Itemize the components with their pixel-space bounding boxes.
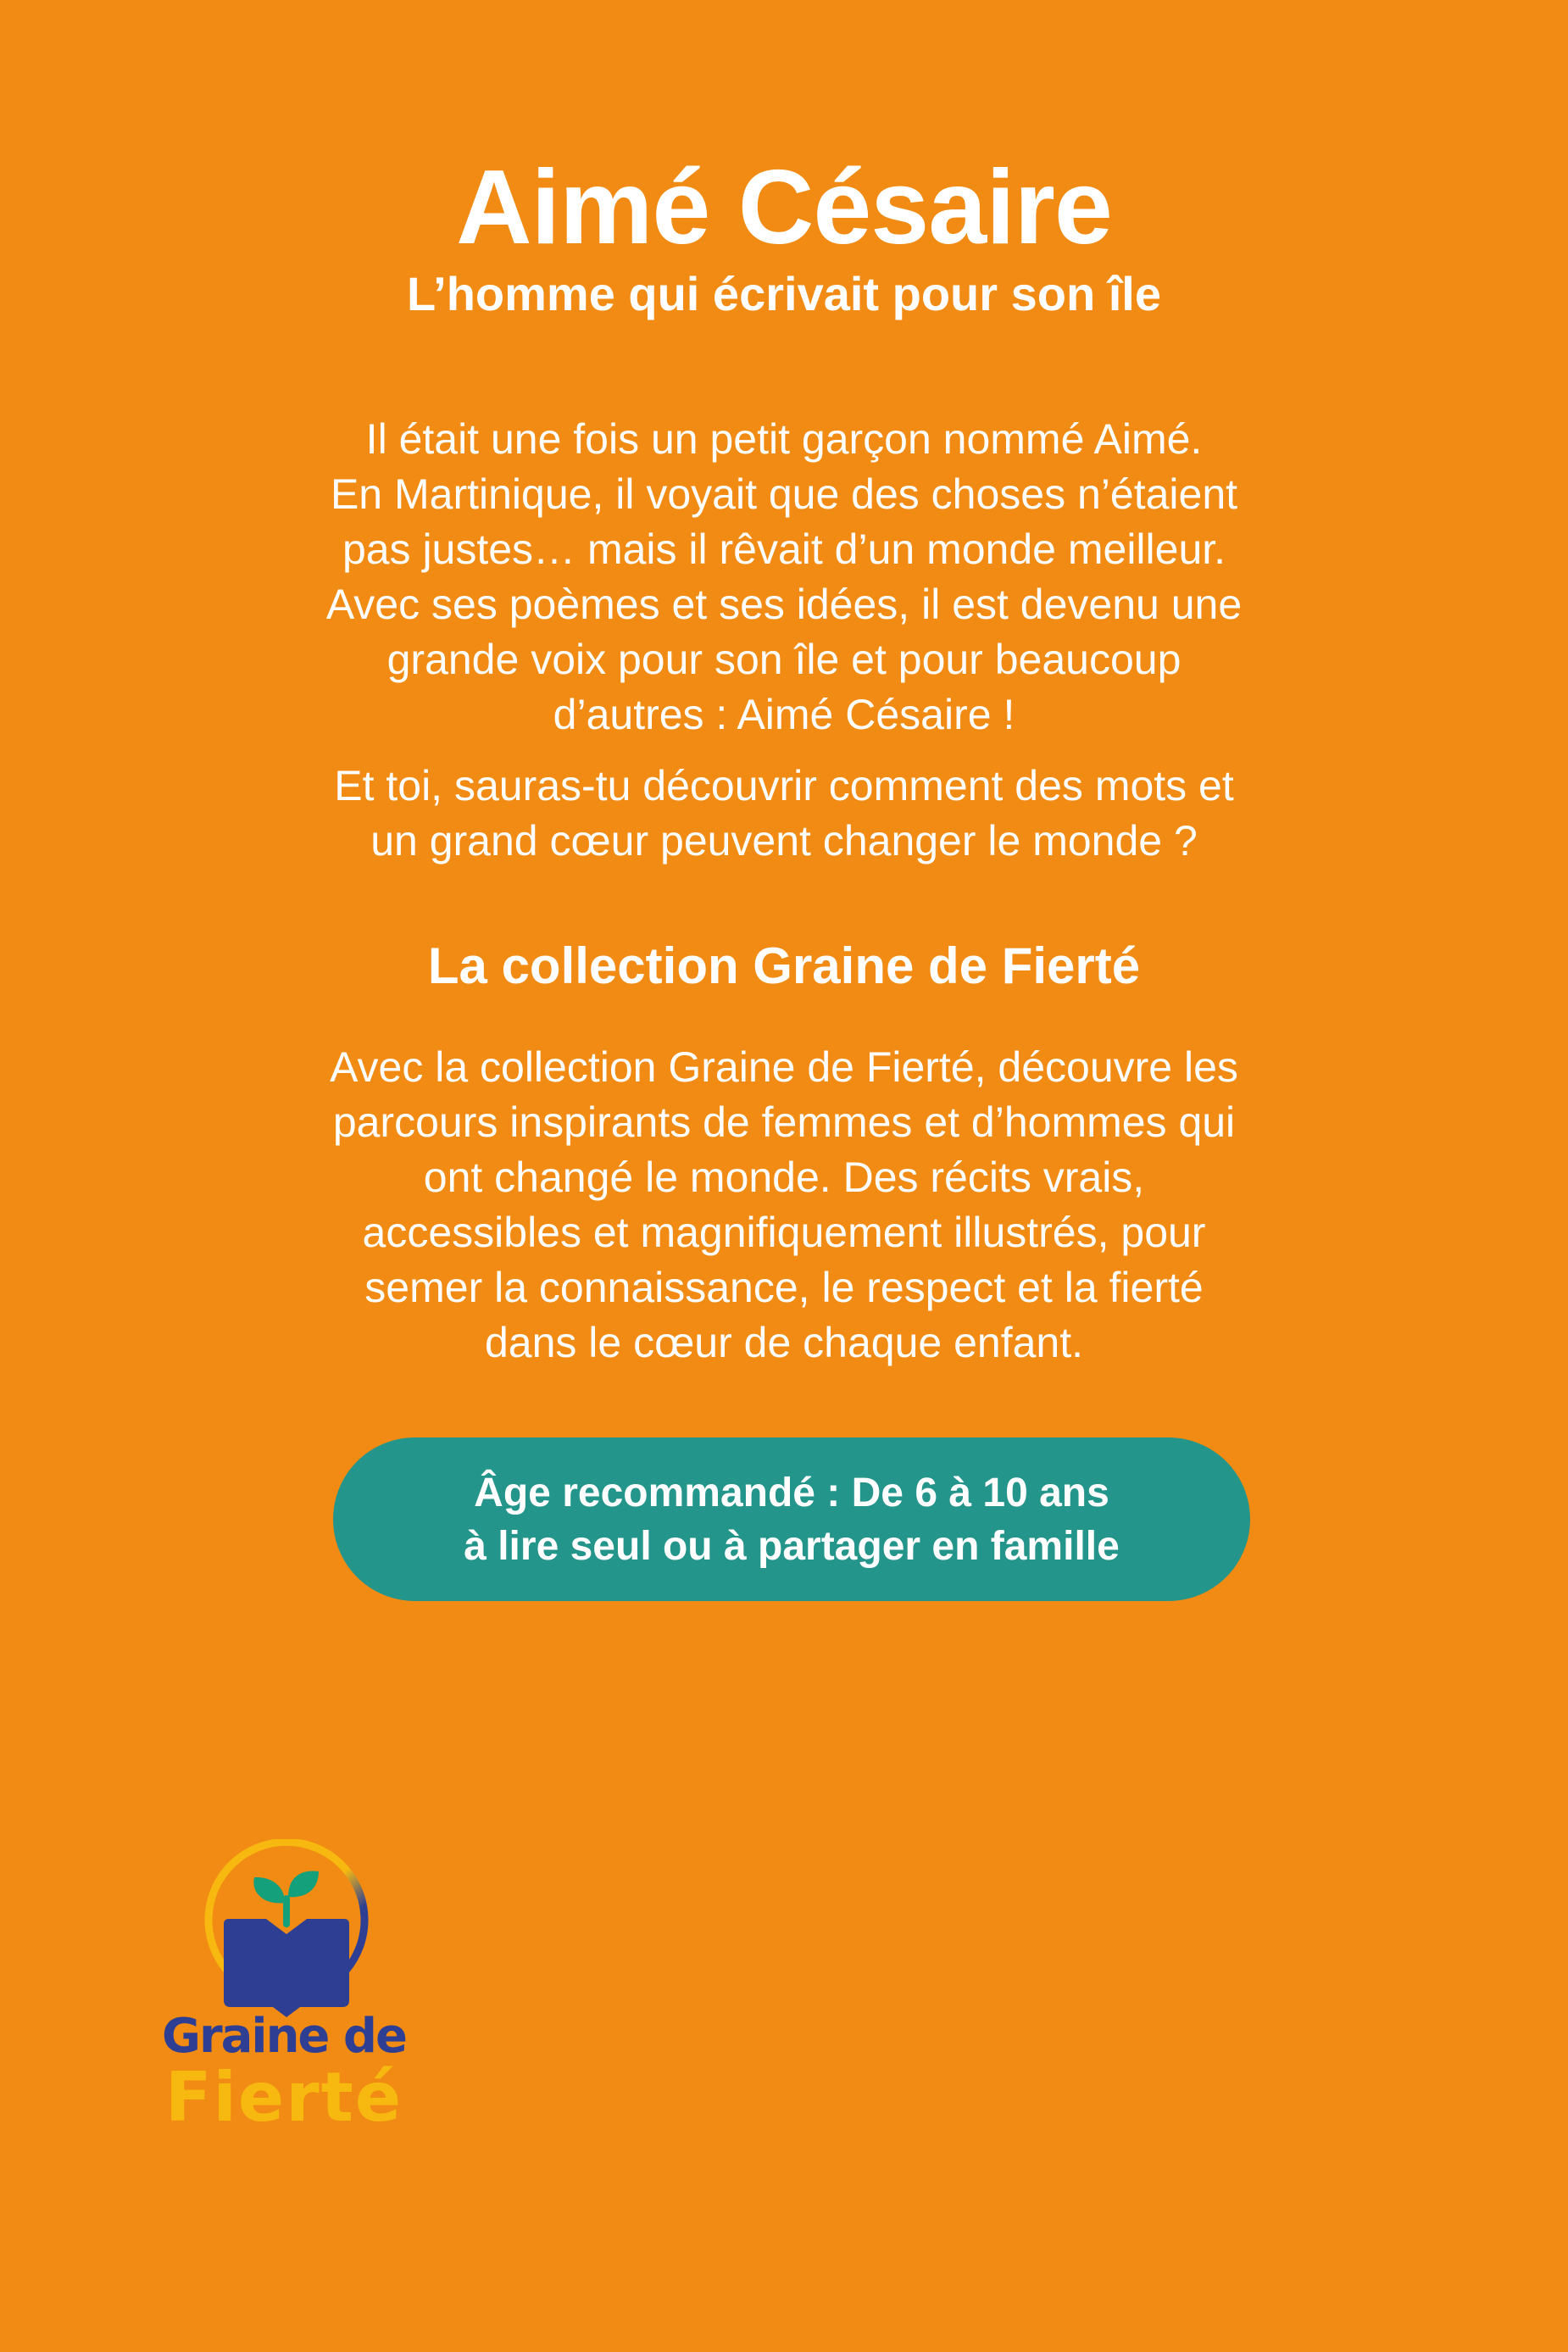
intro-paragraph: [0, 412, 1568, 742]
intro-line: Il était une fois un petit garçon nommé Aimé.: [365, 415, 1203, 463]
book-sprout-icon: [161, 1839, 407, 2017]
question-paragraph: [0, 759, 1568, 869]
intro-line: d’autres : Aimé Césaire !: [553, 691, 1015, 738]
question-line: un grand cœur peuvent changer le monde ?: [370, 817, 1198, 865]
collection-paragraph: [0, 1040, 1568, 1371]
collection-line: dans le cœur de chaque enfant.: [484, 1319, 1083, 1366]
graine-de-fierte-logo: [161, 1839, 407, 2144]
collection-heading: La collection Graine de Fierté: [427, 937, 1141, 994]
question-line: Et toi, sauras-tu découvrir comment des mots et: [334, 762, 1234, 809]
book-title: Aimé Césaire: [456, 149, 1112, 266]
logo-text-graine: Graine de: [162, 2009, 406, 2064]
intro-line: En Martinique, il voyait que des choses n’étaient: [330, 470, 1238, 518]
age-badge: [333, 1437, 1250, 1601]
age-badge-line2: à lire seul ou à partager en famille: [464, 1523, 1120, 1569]
logo-text-fierte: Fierté: [164, 2058, 403, 2137]
collection-line: semer la connaissance, le respect et la fierté: [364, 1264, 1204, 1311]
collection-line: parcours inspirants de femmes et d’hommes qui: [332, 1098, 1236, 1146]
book-subtitle: L’homme qui écrivait pour son île: [407, 267, 1161, 320]
age-badge-line1: Âge recommandé : De 6 à 10 ans: [474, 1470, 1109, 1515]
intro-line: grande voix pour son île et pour beaucoup: [386, 636, 1182, 683]
intro-line: Avec ses poèmes et ses idées, il est devenu une: [325, 581, 1243, 628]
collection-line: ont changé le monde. Des récits vrais,: [423, 1154, 1145, 1201]
intro-line: pas justes… mais il rêvait d’un monde meilleur.: [342, 525, 1226, 573]
collection-line: accessibles et magnifiquement illustrés, pour: [362, 1209, 1206, 1256]
collection-line: Avec la collection Graine de Fierté, découvre les: [330, 1043, 1238, 1091]
